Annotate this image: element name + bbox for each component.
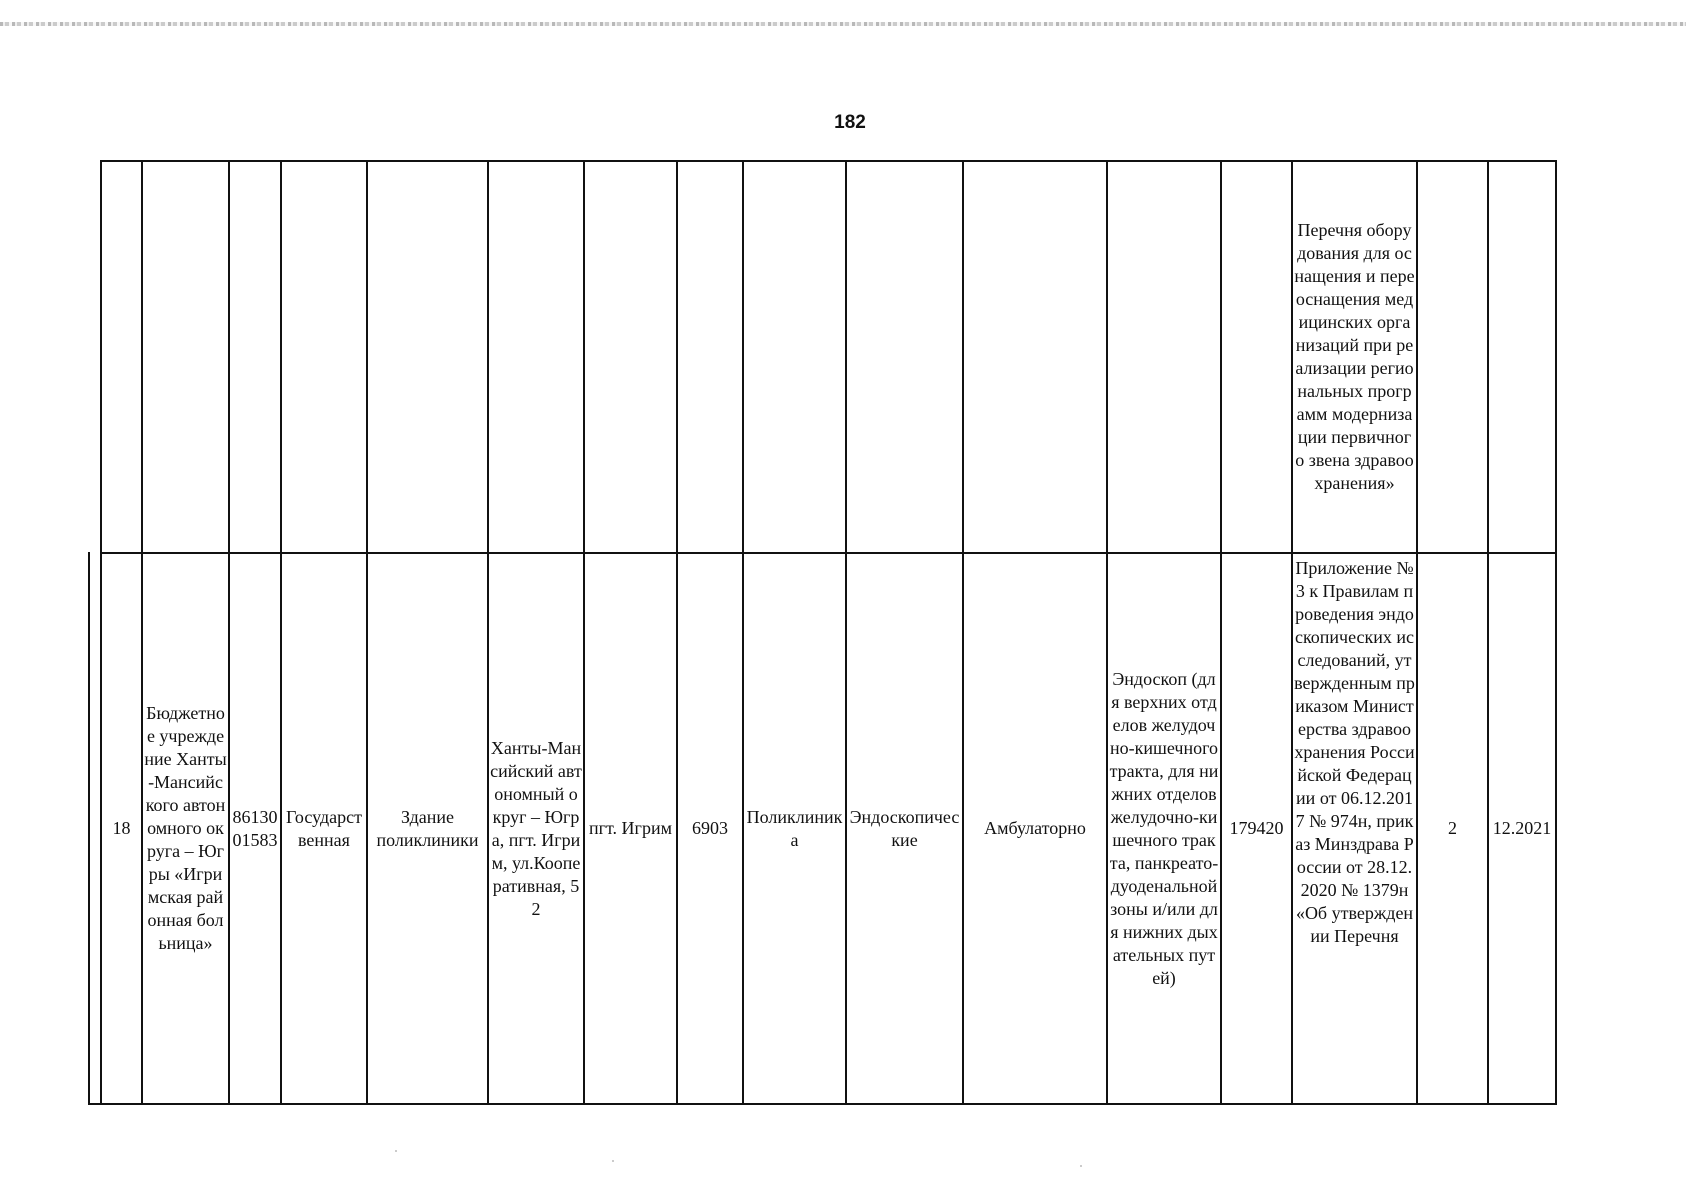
cell-equipment-code: 179420 xyxy=(1229,818,1284,838)
cell-equipment: Эндоскоп (для верхних отделов желудочно-кишечного тракта, для нижних отделов желудочно-кишечного тракта, панкреато-дуоденальной зоны и/или для нижних дыхательных путей) xyxy=(1109,668,1219,988)
cell-code: 6903 xyxy=(692,818,728,838)
cell-department: Эндоскопические xyxy=(849,806,960,850)
cell-care-form: Амбулаторно xyxy=(984,818,1086,838)
table-bottom-border xyxy=(88,1103,1557,1105)
cell-locality: пгт. Игрим xyxy=(589,818,672,838)
scan-speck xyxy=(1080,1165,1082,1167)
scan-speck xyxy=(395,1150,397,1152)
scan-edge-artifact xyxy=(0,22,1686,26)
cell-date: 12.2021 xyxy=(1492,818,1552,838)
cell-inn: 8613001583 xyxy=(232,806,278,850)
cell-organization-name: Бюджетное учреждение Ханты-Мансийского автономного округа – Югры «Игримская районная больница» xyxy=(144,703,227,953)
cell-row-number: 18 xyxy=(112,818,131,838)
cell-quantity: 2 xyxy=(1448,818,1457,838)
col-border xyxy=(88,552,90,1104)
cell-building: Здание поликлиники xyxy=(376,806,479,850)
scan-speck xyxy=(612,1160,614,1162)
cell-unit-type: Поликлиника xyxy=(746,806,843,850)
cell-ownership: Государственная xyxy=(286,806,362,850)
col-border xyxy=(1555,160,1557,1104)
page-number: 182 xyxy=(834,112,866,133)
cell-standard-continuation: Перечня оборудования для оснащения и переоснащения медицинских организаций при реализации региональных программ модернизации первичного звена здравоохранения» xyxy=(1294,220,1415,493)
cell-standard: Приложение № 3 к Правилам проведения эндоскопических исследований, утвержденным приказом Министерства здравоохранения Российской Федерации от 06.12.2017 № 974н, приказ Минздрава России от 28.12.2020 № 1379н «Об утверждении Перечня xyxy=(1294,558,1415,946)
cell-address: Ханты-Мансийский автономный округ – Югра, пгт. Игрим, ул.Кооперативная, 52 xyxy=(490,737,582,919)
